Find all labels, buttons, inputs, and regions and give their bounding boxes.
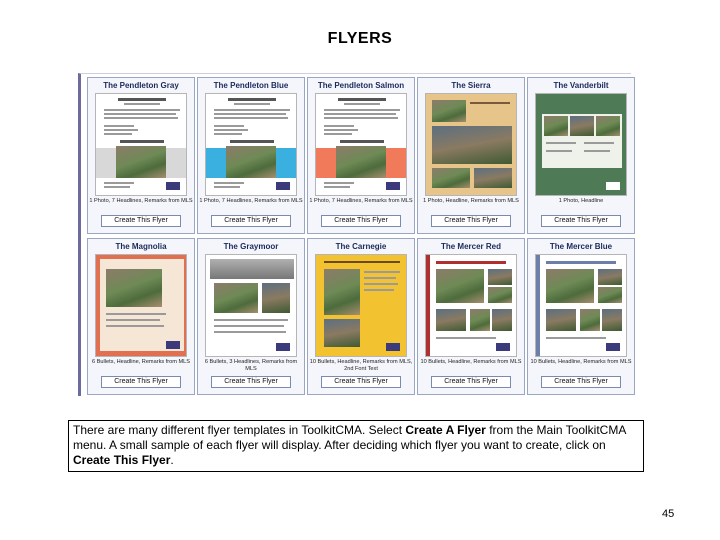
flyer-title: The Graymoor [223,242,279,251]
flyer-description: 1 Photo, Headline [558,198,604,204]
flyer-thumbnail-element [584,142,614,144]
flyer-thumbnail-element [214,283,258,313]
flyer-card [307,238,415,395]
flyer-title: The Magnolia [115,242,167,251]
flyer-thumbnail-element [214,182,244,184]
flyer-thumbnail-element [338,98,386,101]
flyer-thumbnail [95,254,187,357]
flyer-thumbnail-element [364,271,400,273]
flyer-thumbnail-element [124,103,160,105]
flyer-title: The Sierra [451,81,491,90]
create-this-flyer-button[interactable]: Create This Flyer [101,215,181,227]
flyer-thumbnail-element [436,269,484,303]
flyer-thumbnail-element [324,113,396,115]
flyer-thumbnail-element [432,126,512,164]
flyer-thumbnail-element [214,133,242,135]
flyer-thumbnail-element [584,150,610,152]
flyer-thumbnail [205,254,297,357]
flyer-thumbnail-element [436,261,506,264]
flyer-thumbnail-element [606,343,620,351]
flyer-thumbnail-element [106,325,164,327]
flyer-thumbnail-element [118,98,166,101]
create-this-flyer-button[interactable]: Create This Flyer [101,376,181,388]
flyer-thumbnail-element [324,261,400,263]
flyer-thumbnail [95,93,187,196]
flyer-thumbnail-element [214,113,286,115]
flyer-thumbnail-element [214,109,290,111]
flyer-thumbnail-element [276,343,290,351]
flyer-grid [87,77,632,395]
flyer-thumbnail-element [166,341,180,349]
flyer-thumbnail-element [364,289,394,291]
flyer-description: 10 Bullets, Headline, Remarks from MLS [420,359,522,365]
flyer-thumbnail-element [426,255,430,357]
flyer-thumbnail [425,254,517,357]
flyer-thumbnail-element [488,287,512,303]
create-this-flyer-button[interactable]: Create This Flyer [541,215,621,227]
flyer-thumbnail-element [546,150,572,152]
flyer-thumbnail-element [436,337,496,339]
flyer-thumbnail-element [546,142,576,144]
flyer-thumbnail-element [106,269,162,307]
flyer-thumbnail-element [324,269,360,315]
flyer-card [307,77,415,234]
flyer-description: 1 Photo, 7 Headlines, Remarks from MLS [199,198,303,204]
flyer-title: The Vanderbilt [553,81,609,90]
flyer-thumbnail-element [324,125,354,127]
flyer-thumbnail-element [104,186,130,188]
flyer-thumbnail-element [492,309,512,331]
slide-title: FLYERS [327,30,393,47]
flyer-thumbnail-element [104,129,138,131]
flyer-thumbnail-element [228,98,276,101]
create-this-flyer-button[interactable]: Create This Flyer [431,376,511,388]
flyer-card [87,77,195,234]
flyer-thumbnail-element [166,182,180,190]
flyer-thumbnail-element [598,269,622,285]
flyer-thumbnail-element [262,283,290,313]
flyer-card [527,77,635,234]
flyer-thumbnail [205,93,297,196]
flyer-description: 10 Bullets, Headline, Remarks from MLS, 2nd Font Text [309,359,413,372]
flyer-card [417,77,525,234]
flyer-description: 1 Photo, 7 Headlines, Remarks from MLS [89,198,193,204]
create-this-flyer-button[interactable]: Create This Flyer [321,376,401,388]
create-this-flyer-button[interactable]: Create This Flyer [431,215,511,227]
flyer-thumbnail-element [104,182,134,184]
flyer-thumbnail-element [474,168,512,188]
flyer-thumbnail-element [234,103,270,105]
flyer-title: The Pendleton Salmon [317,81,405,90]
flyer-thumbnail-element [596,116,620,136]
flyer-thumbnail-element [546,261,616,264]
flyer-thumbnail [425,93,517,196]
flyer-thumbnail-element [364,283,398,285]
flyer-thumbnail-element [488,269,512,285]
flyer-title: The Mercer Blue [549,242,613,251]
flyer-card [197,77,305,234]
flyer-thumbnail-element [580,309,600,331]
flyer-thumbnail-element [324,133,352,135]
flyer-thumbnail-element [214,319,288,321]
flyer-thumbnail-element [120,140,164,143]
flyer-description: 6 Bullets, 3 Headlines, Remarks from MLS [204,359,298,372]
caption-text-2: from the Main ToolkitCMA menu. A small sample of each flyer will display. After deciding which flyer you want to create, click on [73,423,626,452]
flyer-thumbnail-element [470,102,510,104]
flyer-gallery-screenshot [78,73,631,396]
flyer-description: 1 Photo, 7 Headlines, Remarks from MLS [309,198,413,204]
flyer-title: The Carnegie [335,242,387,251]
caption-bold-create-this-flyer: Create This Flyer [73,453,171,467]
flyer-thumbnail-element [546,269,594,303]
flyer-thumbnail [315,93,407,196]
flyer-thumbnail-element [104,113,176,115]
flyer-thumbnail-element [546,337,606,339]
flyer-thumbnail-element [324,186,350,188]
flyer-thumbnail-element [470,309,490,331]
flyer-thumbnail-element [324,109,400,111]
flyer-thumbnail-element [602,309,622,331]
flyer-thumbnail-element [214,186,240,188]
flyer-thumbnail-element [104,125,134,127]
flyer-card [87,238,195,395]
flyer-card [417,238,525,395]
flyer-thumbnail-element [276,182,290,190]
flyer-title: The Pendleton Blue [213,81,289,90]
flyer-description: 1 Photo, Headline, Remarks from MLS [423,198,519,204]
flyer-thumbnail-element [432,100,466,122]
page-number: 45 [662,508,675,520]
flyer-thumbnail-element [606,182,620,190]
instruction-caption [68,420,644,472]
flyer-thumbnail-element [214,129,248,131]
flyer-thumbnail-element [544,116,568,136]
create-this-flyer-button[interactable]: Create This Flyer [541,376,621,388]
caption-text-3: . [170,453,174,467]
flyer-thumbnail-element [104,117,178,119]
flyer-thumbnail-element [496,343,510,351]
flyer-thumbnail-element [570,116,594,136]
flyer-thumbnail-element [598,287,622,303]
flyer-thumbnail-element [536,255,540,357]
flyer-thumbnail-element [226,146,276,178]
create-this-flyer-button[interactable]: Create This Flyer [211,215,291,227]
flyer-thumbnail-element [340,140,384,143]
flyer-thumbnail-element [336,146,386,178]
flyer-title: The Pendleton Gray [103,81,179,90]
flyer-thumbnail-element [104,133,132,135]
flyer-thumbnail [535,93,627,196]
flyer-thumbnail-element [324,117,398,119]
flyer-thumbnail [535,254,627,357]
flyer-thumbnail-element [432,168,470,188]
flyer-thumbnail-element [344,103,380,105]
flyer-thumbnail-element [386,182,400,190]
flyer-thumbnail-element [106,313,166,315]
flyer-thumbnail-element [210,259,294,279]
create-this-flyer-button[interactable]: Create This Flyer [211,376,291,388]
caption-text-1: There are many different flyer templates in ToolkitCMA. Select [73,423,406,437]
flyer-thumbnail-element [386,343,400,351]
create-this-flyer-button[interactable]: Create This Flyer [321,215,401,227]
flyer-title: The Mercer Red [440,242,502,251]
flyer-thumbnail-element [214,325,284,327]
flyer-thumbnail-element [116,146,166,178]
flyer-thumbnail-element [546,309,576,331]
flyer-thumbnail-element [106,319,160,321]
flyer-thumbnail-element [364,277,396,279]
flyer-thumbnail-element [436,309,466,331]
flyer-description: 10 Bullets, Headline, Remarks from MLS [530,359,632,365]
flyer-description: 6 Bullets, Headline, Remarks from MLS [92,359,190,365]
flyer-thumbnail-element [214,331,286,333]
flyer-thumbnail [315,254,407,357]
flyer-card [197,238,305,395]
flyer-thumbnail-element [230,140,274,143]
flyer-thumbnail-element [324,129,358,131]
flyer-thumbnail-element [324,319,360,347]
flyer-thumbnail-element [214,117,288,119]
flyer-thumbnail-element [104,109,180,111]
flyer-thumbnail-element [214,125,244,127]
caption-bold-create-a-flyer: Create A Flyer [405,423,486,437]
flyer-card [527,238,635,395]
flyer-thumbnail-element [324,182,354,184]
